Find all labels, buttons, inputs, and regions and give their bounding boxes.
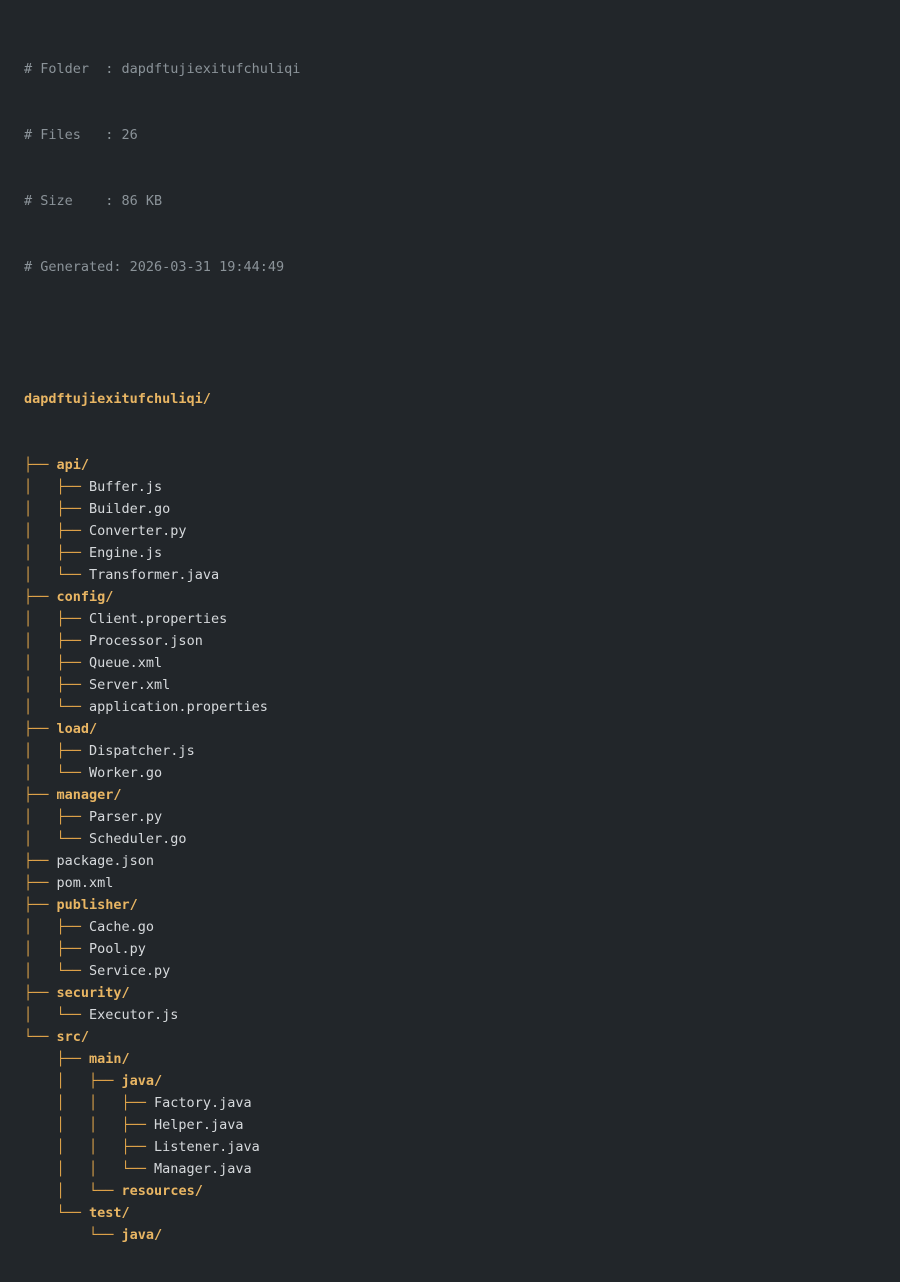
tree-branch-icon: │ └── (24, 699, 90, 715)
tree-branch-icon: │ └── (24, 963, 90, 979)
tree-branch-icon: └── (24, 1227, 122, 1243)
files-count-line: # Files : 26 (24, 127, 138, 143)
tree-row[interactable] (24, 586, 876, 608)
tree-row[interactable] (24, 1048, 876, 1070)
tree-file-label[interactable]: Builder.go (89, 501, 171, 517)
tree-row[interactable] (24, 1092, 876, 1114)
tree-file-label[interactable]: Factory.java (154, 1095, 252, 1111)
tree-branch-icon: └── (24, 1029, 57, 1045)
tree-branch-icon: │ ├── (24, 545, 90, 561)
tree-row[interactable] (24, 520, 876, 542)
tree-directory-label[interactable]: manager/ (56, 787, 122, 803)
folder-summary-line: # Folder : dapdftujiexitufchuliqi (24, 61, 301, 77)
tree-row[interactable] (24, 960, 876, 982)
size-line: # Size : 86 KB (24, 193, 163, 209)
tree-directory-label[interactable]: test/ (89, 1205, 130, 1221)
tree-file-label[interactable]: Dispatcher.js (89, 743, 195, 759)
tree-row[interactable] (24, 1114, 876, 1136)
tree-branch-icon: │ ├── (24, 677, 90, 693)
tree-row[interactable] (24, 498, 876, 520)
tree-file-label[interactable]: Service.py (89, 963, 171, 979)
tree-branch-icon: │ ├── (24, 633, 90, 649)
tree-file-label[interactable]: pom.xml (56, 875, 114, 891)
tree-branch-icon: │ ├── (24, 523, 90, 539)
tree-row[interactable] (24, 1202, 876, 1224)
tree-row[interactable] (24, 916, 876, 938)
tree-row[interactable] (24, 1224, 876, 1246)
tree-branch-icon: │ └── (24, 765, 90, 781)
tree-row[interactable] (24, 1026, 876, 1048)
tree-branch-icon: ├── (24, 853, 57, 869)
tree-directory-label[interactable]: java/ (121, 1227, 163, 1243)
generated-timestamp-line: # Generated: 2026-03-31 19:44:49 (24, 259, 285, 275)
tree-branch-icon: │ ├── (24, 655, 90, 671)
tree-branch-icon: │ ├── (24, 941, 90, 957)
tree-branch-icon: │ ├── (24, 611, 90, 627)
tree-row[interactable] (24, 894, 876, 916)
tree-branch-icon: │ │ ├── (24, 1139, 155, 1155)
tree-file-label[interactable]: Scheduler.go (89, 831, 187, 847)
tree-row[interactable] (24, 806, 876, 828)
tree-file-label[interactable]: Manager.java (154, 1161, 252, 1177)
tree-row[interactable] (24, 1070, 876, 1092)
tree-row[interactable] (24, 740, 876, 762)
tree-branch-icon: │ └── (24, 1007, 90, 1023)
tree-directory-label[interactable]: resources/ (121, 1183, 203, 1199)
tree-body (24, 454, 876, 1246)
tree-row[interactable] (24, 1180, 876, 1202)
tree-row[interactable] (24, 476, 876, 498)
tree-file-label[interactable]: Pool.py (89, 941, 146, 957)
tree-file-label[interactable]: application.properties (89, 699, 268, 715)
tree-branch-icon: │ └── (24, 831, 90, 847)
tree-branch-icon: │ ├── (24, 501, 90, 517)
tree-branch-icon: ├── (24, 457, 57, 473)
tree-row[interactable] (24, 938, 876, 960)
tree-row[interactable] (24, 1158, 876, 1180)
tree-branch-icon: │ ├── (24, 479, 90, 495)
tree-file-label[interactable]: Buffer.js (89, 479, 163, 495)
tree-branch-icon: │ ├── (24, 1073, 122, 1089)
tree-branch-icon: ├── (24, 1051, 90, 1067)
tree-file-label[interactable]: Processor.json (89, 633, 203, 649)
tree-row[interactable] (24, 608, 876, 630)
tree-branch-icon: ├── (24, 985, 57, 1001)
tree-file-label[interactable]: Transformer.java (89, 567, 220, 583)
tree-branch-icon: ├── (24, 875, 57, 891)
tree-directory-label[interactable]: load/ (56, 721, 98, 737)
tree-row[interactable] (24, 630, 876, 652)
tree-directory-label[interactable]: config/ (56, 589, 114, 605)
tree-row[interactable] (24, 982, 876, 1004)
tree-row[interactable] (24, 696, 876, 718)
tree-row[interactable] (24, 718, 876, 740)
tree-branch-icon: ├── (24, 721, 57, 737)
tree-directory-label[interactable]: java/ (121, 1073, 163, 1089)
tree-row[interactable] (24, 454, 876, 476)
tree-row[interactable] (24, 872, 876, 894)
tree-file-label[interactable]: Cache.go (89, 919, 155, 935)
tree-file-label[interactable]: Converter.py (89, 523, 187, 539)
tree-directory-label[interactable]: main/ (89, 1051, 130, 1067)
tree-row[interactable] (24, 762, 876, 784)
tree-row[interactable] (24, 784, 876, 806)
tree-file-label[interactable]: Parser.py (89, 809, 163, 825)
tree-file-label[interactable]: Engine.js (89, 545, 163, 561)
tree-row[interactable] (24, 828, 876, 850)
tree-row[interactable] (24, 652, 876, 674)
tree-branch-icon: ├── (24, 787, 57, 803)
tree-file-label[interactable]: Queue.xml (89, 655, 163, 671)
tree-branch-icon: │ └── (24, 1183, 122, 1199)
tree-file-label[interactable]: Worker.go (89, 765, 163, 781)
tree-branch-icon: │ │ ├── (24, 1095, 155, 1111)
tree-row[interactable] (24, 542, 876, 564)
tree-directory-label[interactable]: security/ (56, 985, 130, 1001)
tree-branch-icon: └── (24, 1205, 90, 1221)
tree-directory-label[interactable]: src/ (56, 1029, 90, 1045)
tree-row[interactable] (24, 1004, 876, 1026)
tree-file-label[interactable]: Server.xml (89, 677, 171, 693)
tree-branch-icon: │ │ ├── (24, 1117, 155, 1133)
tree-branch-icon: │ │ └── (24, 1161, 155, 1177)
tree-row[interactable] (24, 1136, 876, 1158)
tree-branch-icon: │ └── (24, 567, 90, 583)
tree-root-label: dapdftujiexitufchuliqi/ (24, 391, 211, 407)
tree-file-label[interactable]: Client.properties (89, 611, 228, 627)
tree-file-label[interactable]: Listener.java (154, 1139, 260, 1155)
tree-branch-icon: ├── (24, 589, 57, 605)
spacer (24, 322, 876, 344)
tree-directory-label[interactable]: api/ (56, 457, 90, 473)
tree-branch-icon: │ ├── (24, 919, 90, 935)
tree-branch-icon: ├── (24, 897, 57, 913)
tree-branch-icon: │ ├── (24, 809, 90, 825)
tree-directory-label[interactable]: publisher/ (56, 897, 138, 913)
tree-file-label[interactable]: package.json (56, 853, 155, 869)
tree-row[interactable] (24, 674, 876, 696)
tree-row[interactable] (24, 564, 876, 586)
tree-file-label[interactable]: Helper.java (154, 1117, 244, 1133)
tree-row[interactable] (24, 850, 876, 872)
tree-file-label[interactable]: Executor.js (89, 1007, 179, 1023)
tree-branch-icon: │ ├── (24, 743, 90, 759)
